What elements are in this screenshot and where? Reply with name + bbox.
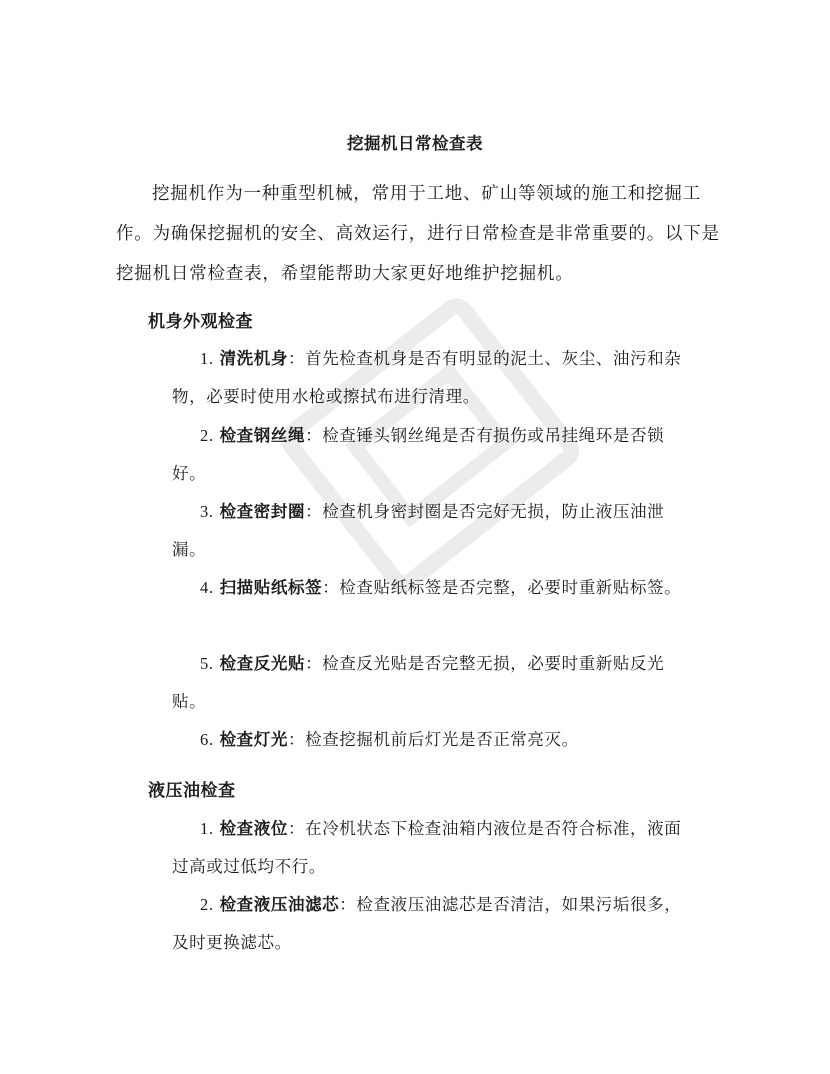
section-heading-hydraulic-oil: 液压油检查 [148,781,236,801]
section-heading-body-inspection: 机身外观检查 [148,312,253,332]
document-title: 挖掘机日常检查表 [347,134,483,153]
list-item: 5. 检查反光贴：检查反光贴是否完整无损，必要时重新贴反光贴。 [172,654,665,711]
list-item: 2. 检查液压油滤芯：检查液压油滤芯是否清洁，如果污垢很多，及时更换滤芯。 [172,895,682,952]
list-item: 2. 检查钢丝绳：检查锤头钢丝绳是否有损伤或吊挂绳环是否锁好。 [172,426,665,483]
list-item: 1. 清洗机身：首先检查机身是否有明显的泥土、灰尘、油污和杂物，必要时使用水枪或擦拭布进行清理。 [172,349,682,406]
intro-paragraph: 挖掘机作为一种重型机械，常用于工地、矿山等领域的施工和挖掘工作。为确保挖掘机的安全、高效运行，进行日常检查是非常重要的。以下是挖掘机日常检查表，希望能帮助大家更好地维护挖掘机。 [116,184,720,284]
list-item: 1. 检查液位：在冷机状态下检查油箱内液位是否符合标准，液面过高或过低均不行。 [172,819,682,876]
list-item: 6. 检查灯光：检查挖掘机前后灯光是否正常亮灭。 [200,730,579,749]
list-item: 4. 扫描贴纸标签：检查贴纸标签是否完整，必要时重新贴标签。 [200,578,682,597]
list-item: 3. 检查密封圈：检查机身密封圈是否完好无损，防止液压油泄漏。 [172,502,665,559]
